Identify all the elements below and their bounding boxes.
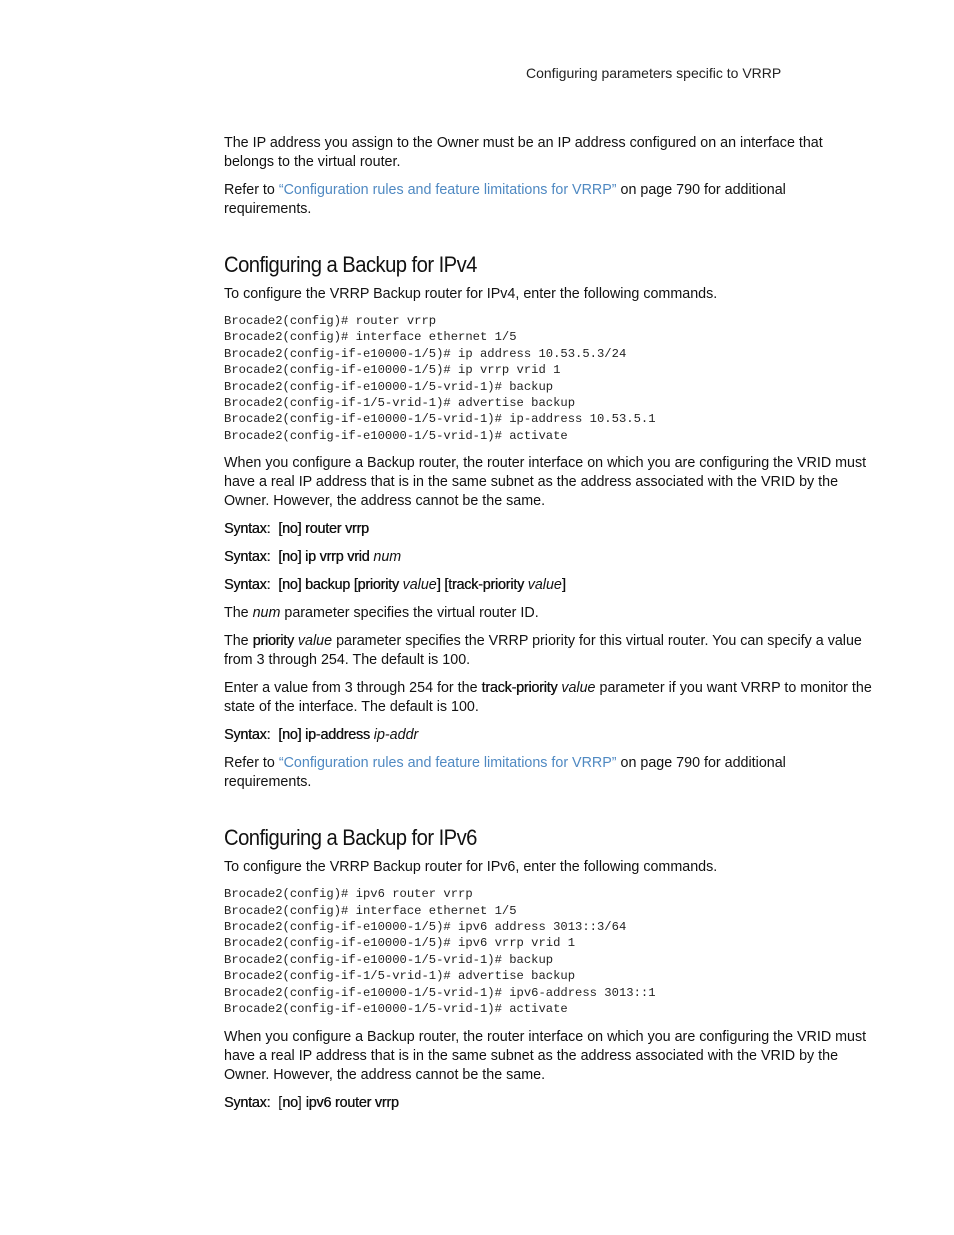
intro-paragraph: The IP address you assign to the Owner must be an IP address configured on an interface that belongs to the virtual router.: [224, 135, 823, 170]
syntax-label: Syntax:: [224, 577, 271, 594]
track-priority-description: [224, 679, 872, 717]
section-heading-ipv6: Configuring a Backup for IPv6: [224, 825, 477, 851]
page-content: [224, 134, 872, 1113]
syntax-command: [no] ip vrrp vrid: [278, 549, 370, 566]
ipv6-note: When you configure a Backup router, the router interface on which you are configuring the VRID must have a real IP address that is in the same subnet as the address associated with the VRID by the Owner. However, the address cannot be the same.: [224, 1028, 867, 1083]
syntax-argument: num: [373, 549, 402, 566]
param-name: num: [252, 605, 281, 622]
ipv4-code-block: Brocade2(config)# router vrrp Brocade2(config)# interface ethernet 1/5 Brocade2(config-if-e10000-1/5)# ip address 10.53.5.3/24 Brocade2(config-if-e10000-1/5)# ip vrrp vrid 1 Brocade2(config-if-e10000-1/5-vrid-1)# backup Brocade2(config-if-1/5-vrid-1)# advertise backup Brocade2(config-if-e10000-1/5-vrid-1)# ip-address 10.53.5.1 Brocade2(config-if-e10000-1/5-vrid-1)# activate: [224, 314, 656, 443]
ipv4-refer-paragraph: [224, 754, 872, 792]
num-description: [224, 604, 872, 623]
text-run: parameter if you want VRRP to monitor the state of the interface. The default is 100.: [224, 680, 872, 716]
refer-suffix: on page 790 for additional requirements.: [224, 182, 786, 217]
syntax-ipv6-router-vrrp: [224, 1094, 872, 1113]
refer-prefix: Refer to: [224, 182, 279, 198]
param-keyword: priority: [252, 633, 294, 650]
syntax-ip-address: [224, 726, 872, 745]
syntax-command: ipv6 router vrrp: [305, 1094, 399, 1111]
section-heading-ipv4: Configuring a Backup for IPv4: [224, 252, 477, 277]
text-run: Enter a value from 3 through 254 for the: [224, 680, 482, 697]
ipv6-lead: To configure the VRRP Backup router for IPv6, enter the following commands.: [224, 859, 718, 876]
syntax-command: ]: [561, 577, 566, 594]
syntax-argument: ip-addr: [373, 727, 419, 744]
running-header: Configuring parameters specific to VRRP: [526, 65, 782, 81]
text-run: parameter specifies the virtual router ID.: [280, 605, 539, 622]
cross-reference-link[interactable]: “Configuration rules and feature limitations for VRRP”: [278, 182, 617, 198]
refer-prefix: Refer to: [224, 755, 279, 772]
cross-reference-link[interactable]: “Configuration rules and feature limitations for VRRP”: [278, 755, 617, 772]
refer-suffix: on page 790 for additional requirements.: [224, 755, 786, 791]
ipv4-note: When you configure a Backup router, the router interface on which you are configuring the VRID must have a real IP address that is in the same subnet as the address associated with the VRID by the Owner. However, the address cannot be the same.: [224, 455, 867, 510]
param-keyword: track-priority: [481, 680, 558, 697]
syntax-bracket: ]: [297, 1094, 306, 1111]
syntax-label: Syntax:: [224, 727, 271, 744]
syntax-command: no: [282, 1094, 298, 1111]
syntax-label: Syntax:: [224, 521, 271, 538]
ipv4-lead: To configure the VRRP Backup router for IPv4, enter the following commands.: [224, 286, 718, 302]
syntax-command: [no] backup [priority: [278, 577, 403, 594]
syntax-argument: value: [402, 577, 437, 594]
text-run: The: [224, 605, 253, 622]
param-name: value: [561, 680, 596, 697]
ipv6-code-block: Brocade2(config)# ipv6 router vrrp Brocade2(config)# interface ethernet 1/5 Brocade2(config-if-e10000-1/5)# ipv6 address 3013::3/64 Brocade2(config-if-e10000-1/5)# ipv6 vrrp vrid 1 Brocade2(config-if-e10000-1/5-vrid-1)# backup Brocade2(config-if-1/5-vrid-1)# advertise backup Brocade2(config-if-e10000-1/5-vrid-1)# ipv6-address 3013::1 Brocade2(config-if-e10000-1/5-vrid-1)# activate: [224, 887, 656, 1017]
text-run: parameter specifies the VRRP priority for this virtual router. You can specify a value from 3 through 254. The default is 100.: [224, 633, 862, 669]
syntax-command: [no] router vrrp: [278, 521, 369, 538]
param-name: value: [297, 633, 333, 650]
syntax-bracket: [: [278, 1094, 283, 1111]
text-run: The: [224, 633, 253, 650]
intro-refer-paragraph: [224, 181, 872, 219]
syntax-label: Syntax:: [224, 1094, 271, 1111]
syntax-command: ] [track-priority: [436, 577, 528, 594]
syntax-label: Syntax:: [224, 549, 271, 566]
syntax-router-vrrp: [224, 520, 872, 539]
syntax-argument: value: [527, 577, 562, 594]
syntax-command: [no] ip-address: [278, 727, 370, 744]
syntax-ip-vrrp-vrid: [224, 548, 872, 567]
syntax-backup: [224, 576, 872, 595]
priority-description: [224, 632, 872, 670]
